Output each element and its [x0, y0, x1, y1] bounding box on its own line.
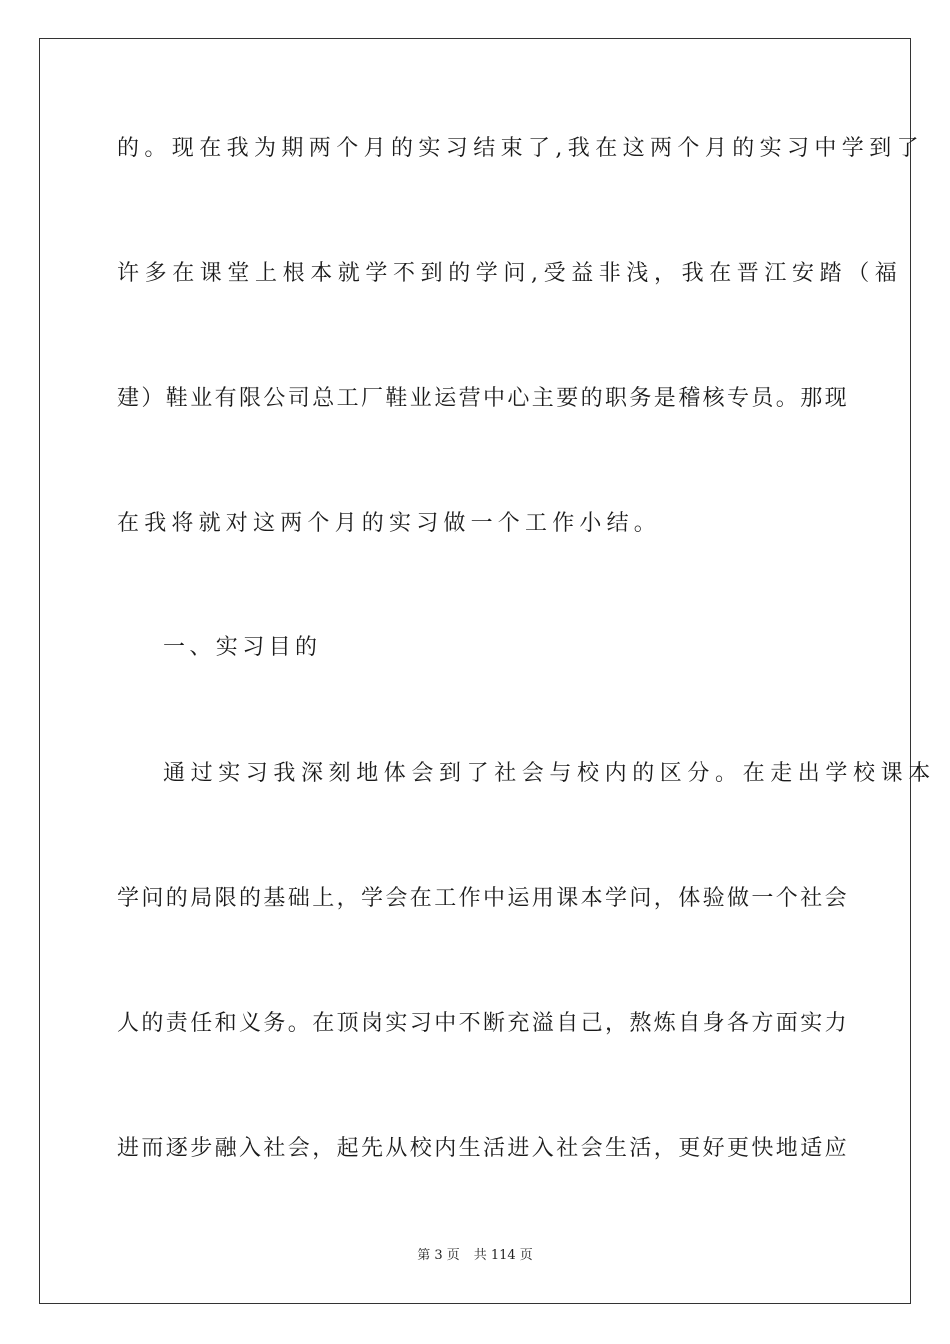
body-text-line: 人的责任和义务。在顶岗实习中不断充溢自己，熬炼自身各方面实力 [117, 1011, 850, 1036]
page-footer [0, 1246, 950, 1266]
body-text-line: 许多在课堂上根本就学不到的学问,受益非浅，我在晋江安踏（福 [117, 261, 903, 286]
page-number: 第 3 页 [417, 1248, 460, 1263]
body-text-line: 学问的局限的基础上，学会在工作中运用课本学问，体验做一个社会 [117, 886, 850, 911]
body-text-line: 通过实习我深刻地体会到了社会与校内的区分。在走出学校课本 [163, 761, 936, 786]
body-text-line: 建）鞋业有限公司总工厂鞋业运营中心主要的职务是稽核专员。那现 [117, 386, 850, 411]
body-text-line: 进而逐步融入社会，起先从校内生活进入社会生活，更好更快地适应 [117, 1136, 850, 1161]
page-border [39, 38, 936, 1304]
page-total: 共 114 页 [473, 1248, 533, 1263]
body-text-line: 在我将就对这两个月的实习做一个工作小结。 [117, 511, 662, 536]
section-heading: 一、实习目的 [163, 635, 322, 660]
body-text-line: 的。现在我为期两个月的实习结束了,我在这两个月的实习中学到了 [117, 136, 924, 161]
